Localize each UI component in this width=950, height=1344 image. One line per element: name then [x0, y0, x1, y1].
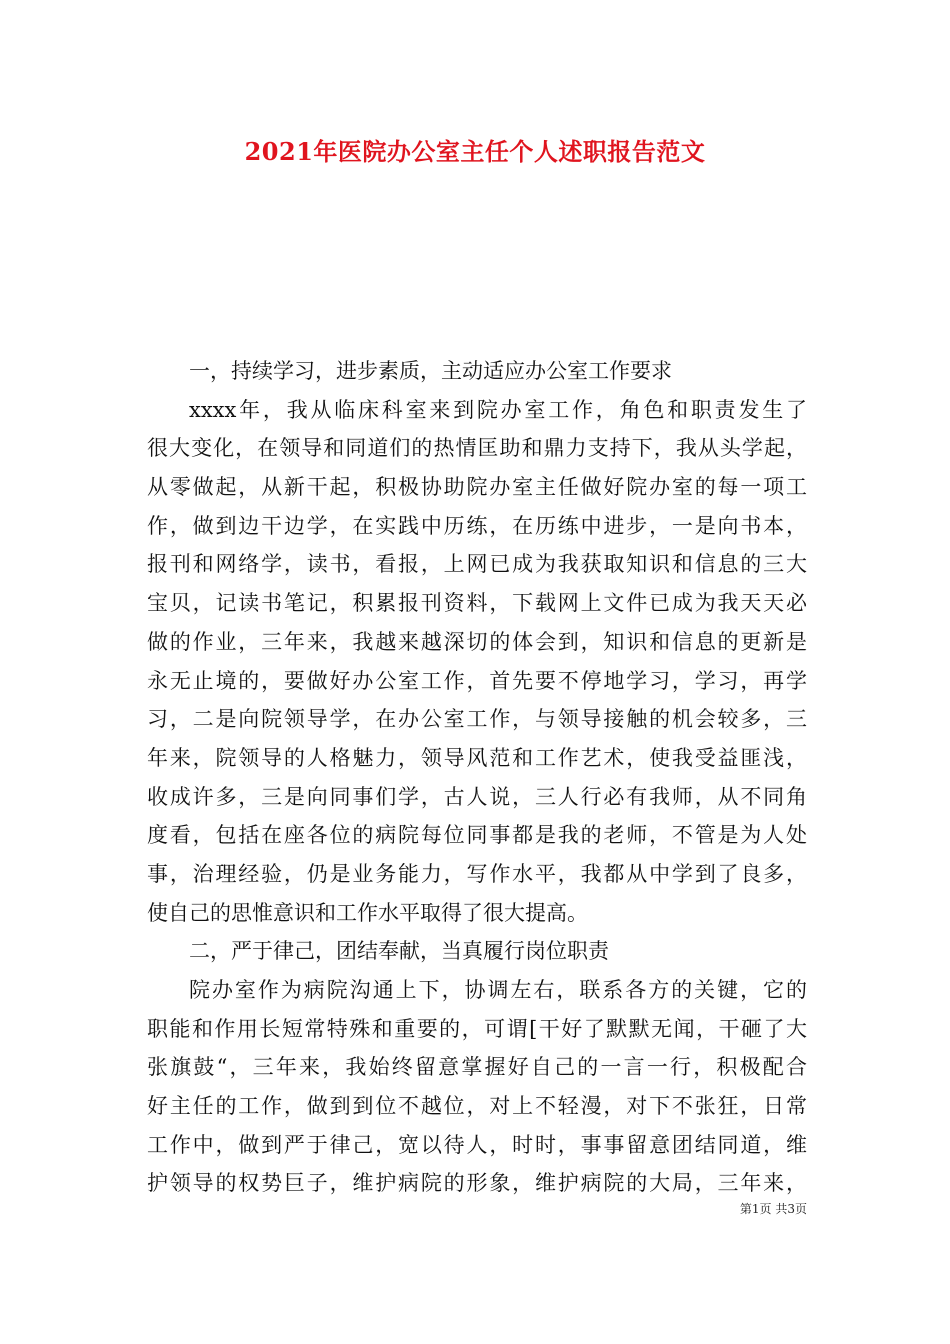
body-text-line: 习，二是向院领导学，在办公室工作，与领导接触的机会较多，三: [147, 707, 807, 732]
body-text-line: 工作中，做到严于律己，宽以待人，时时，事事留意团结同道，维: [147, 1132, 807, 1157]
body-text-line: xxxx年，我从临床科室来到院办室工作，角色和职责发生了: [189, 397, 807, 422]
body-text-line: 院办室作为病院沟通上下，协调左右，联系各方的关键，它的: [189, 978, 807, 1002]
body-text-line: 作，做到边干边学，在实践中历练，在历练中进步，一是向书本，: [147, 513, 807, 538]
body-text-line: 从零做起，从新干起，积极协助院办室主任做好院办室的每一项工: [147, 475, 807, 500]
body-text-line: 职能和作用长短常特殊和重要的，可谓[干好了默默无闻，干砸了大: [147, 1016, 807, 1041]
body-text-line: 年来，院领导的人格魅力，领导风范和工作艺术，使我受益匪浅，: [147, 745, 807, 770]
body-text-line: 收成许多，三是向同事们学，古人说，三人行必有我师，从不同角: [147, 784, 807, 809]
document-body: [147, 352, 807, 1203]
body-text-line: 报刊和网络学，读书，看报，上网已成为我获取知识和信息的三大: [147, 552, 807, 577]
body-text-line: 事，治理经验，仍是业务能力，写作水平，我都从中学到了良多，: [147, 861, 807, 886]
page-number-footer: 第1页 共3页: [739, 1202, 807, 1216]
body-text-line: 宝贝，记读书笔记，积累报刊资料，下载网上文件已成为我天天必: [147, 591, 807, 616]
body-text-line: 做的作业，三年来，我越来越深切的体会到，知识和信息的更新是: [147, 629, 807, 654]
body-text-line: 张旗鼓“，三年来，我始终留意掌握好自己的一言一行，积极配合: [147, 1055, 807, 1080]
body-text-line: 度看，包括在座各位的病院每位同事都是我的老师，不管是为人处: [147, 823, 807, 848]
body-text-line: 好主任的工作，做到到位不越位，对上不轻漫，对下不张狂，日常: [147, 1094, 807, 1119]
body-text-line: 使自己的思惟意识和工作水平取得了很大提高。: [147, 900, 588, 925]
body-text-line: 二，严于律己，团结奉献，当真履行岗位职责: [189, 939, 609, 964]
body-text-line: 护领导的权势巨子，维护病院的形象，维护病院的大局，三年来，: [147, 1171, 807, 1196]
document-title: 2021年医院办公室主任个人述职报告范文: [244, 137, 706, 166]
body-text-line: 永无止境的，要做好办公室工作，首先要不停地学习，学习，再学: [147, 668, 807, 693]
body-text-line: 一，持续学习，进步素质，主动适应办公室工作要求: [189, 359, 672, 383]
body-text-line: 很大变化，在领导和同道们的热情匡助和鼎力支持下，我从头学起，: [147, 436, 807, 461]
